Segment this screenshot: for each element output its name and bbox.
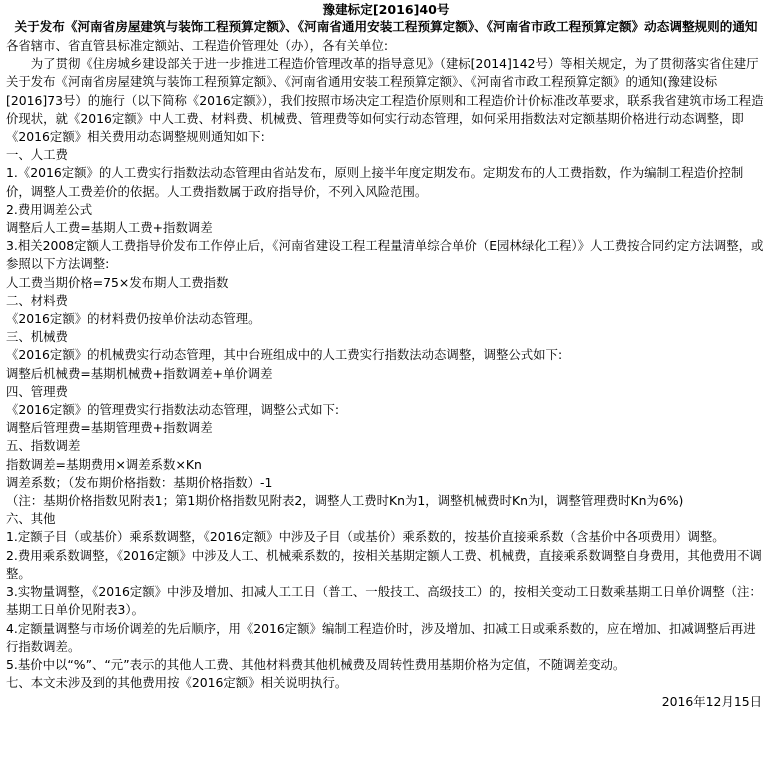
document-title: 关于发布《河南省房屋建筑与装饰工程预算定额》、《河南省通用安装工程预算定额》、《河南省市政工程预算定额》动态调整规则的通知 bbox=[14, 19, 758, 34]
document-date: 2016年12月15日 bbox=[661, 694, 762, 710]
paragraph: 1.《2016定额》的人工费实行指数法动态管理由省站发布，原则上接半年度定期发布。定期发布的人工费指数，作为编制工程造价控制价，调整人工费差价的依据。人工费指数属于政府指导价，不列入风险范围。 bbox=[6, 165, 744, 199]
formula: 调差系数；（发布期价格指数：基期价格指数）-1 bbox=[6, 474, 273, 490]
formula: 指数调差=基期费用×调差系数×Kn bbox=[6, 456, 202, 472]
paragraph: 《2016定额》的材料费仍按单价法动态管理。 bbox=[6, 311, 261, 327]
paragraph: 《2016定额》的管理费实行指数法动态管理，调整公式如下: bbox=[6, 402, 340, 418]
paragraph: 2.费用乘系数调整，《2016定额》中涉及人工、机械乘系数的，按相关基期定额人工费、机械费，直接乘系数调整自身费用，其他费用不调整。 bbox=[6, 547, 762, 581]
paragraph: 3.相关2008定额人工费指导价发布工作停止后，《河南省建设工程工程量清单综合单价（E园林绿化工程）》人工费按合同约定方法调整，或参照以下方法调整: bbox=[6, 238, 764, 272]
section-heading-machinery: 三、机械费 bbox=[6, 329, 68, 345]
formula: 人工费当期价格=75×发布期人工费指数 bbox=[6, 274, 229, 290]
formula: 调整后机械费=基期机械费+指数调差+单价调差 bbox=[6, 365, 273, 381]
section-heading-management: 四、管理费 bbox=[6, 383, 68, 399]
section-heading-index-adjustment: 五、指数调差 bbox=[6, 438, 81, 454]
section-heading-closing: 七、本文未涉及到的其他费用按《2016定额》相关说明执行。 bbox=[6, 675, 348, 691]
document-number: 豫建标定[2016]40号 bbox=[322, 2, 450, 17]
formula: 调整后管理费=基期管理费+指数调差 bbox=[6, 420, 213, 436]
paragraph: 《2016定额》的机械费实行动态管理，其中台班组成中的人工费实行指数法动态调整，调整公式如下: bbox=[6, 347, 563, 363]
section-heading-labor: 一、人工费 bbox=[6, 147, 68, 163]
note: （注：基期价格指数见附表1；第1期价格指数见附表2，调整人工费时Kn为1，调整机械费时Kn为l，调整管理费时Kn为6%) bbox=[6, 493, 684, 509]
formula: 调整后人工费=基期人工费+指数调差 bbox=[6, 220, 213, 236]
paragraph: 1.定额子目（或基价）乘系数调整，《2016定额》中涉及子目（或基价）乘系数的，按基价直接乘系数（含基价中各项费用）调整。 bbox=[6, 529, 725, 545]
paragraph: 4.定额量调整与市场价调差的先后顺序，用《2016定额》编制工程造价时，涉及增加、扣减工日或乘系数的，应在增加、扣减调整后再进行指数调差。 bbox=[6, 620, 756, 654]
section-heading-material: 二、材料费 bbox=[6, 292, 68, 308]
section-heading-other: 六、其他 bbox=[6, 511, 56, 527]
intro-paragraph: 为了贯彻《住房城乡建设部关于进一步推进工程造价管理改革的指导意见》（建标[2014]142号）等相关规定，为了贯彻落实省住建厅关于发布《河南省房屋建筑与装饰工程预算定额》、《河南省通用安装工程预算定额》、《河南省市政工程预算定额》的通知(豫建设标[2016]73号）的施行（以下简称《2016定额》），我们按照市场决定工程造价原则和工程造价计价标准改革要求，联系我省建筑市场工程造价现状，就《2016定额》中人工费、材料费、机械费、管理费等如何实行动态管理，如何采用指数法对定额基期价格进行动态调整，即《2016定额》相关费用动态调整规则通知如下: bbox=[6, 56, 764, 145]
addressee: 各省辖市、省直管县标准定额站、工程造价管理处（办），各有关单位: bbox=[6, 38, 389, 53]
paragraph: 3.实物量调整，《2016定额》中涉及增加、扣减人工工日（普工、一般技工、高级技工）的，按相关变动工日数乘基期工日单价调整（注：基期工日单价见附表3）。 bbox=[6, 584, 762, 618]
paragraph: 5.基价中以“%”、“元”表示的其他人工费、其他材料费其他机械费及周转性费用基期价格为定值，不随调差变动。 bbox=[6, 656, 626, 672]
paragraph: 2.费用调差公式 bbox=[6, 201, 93, 217]
